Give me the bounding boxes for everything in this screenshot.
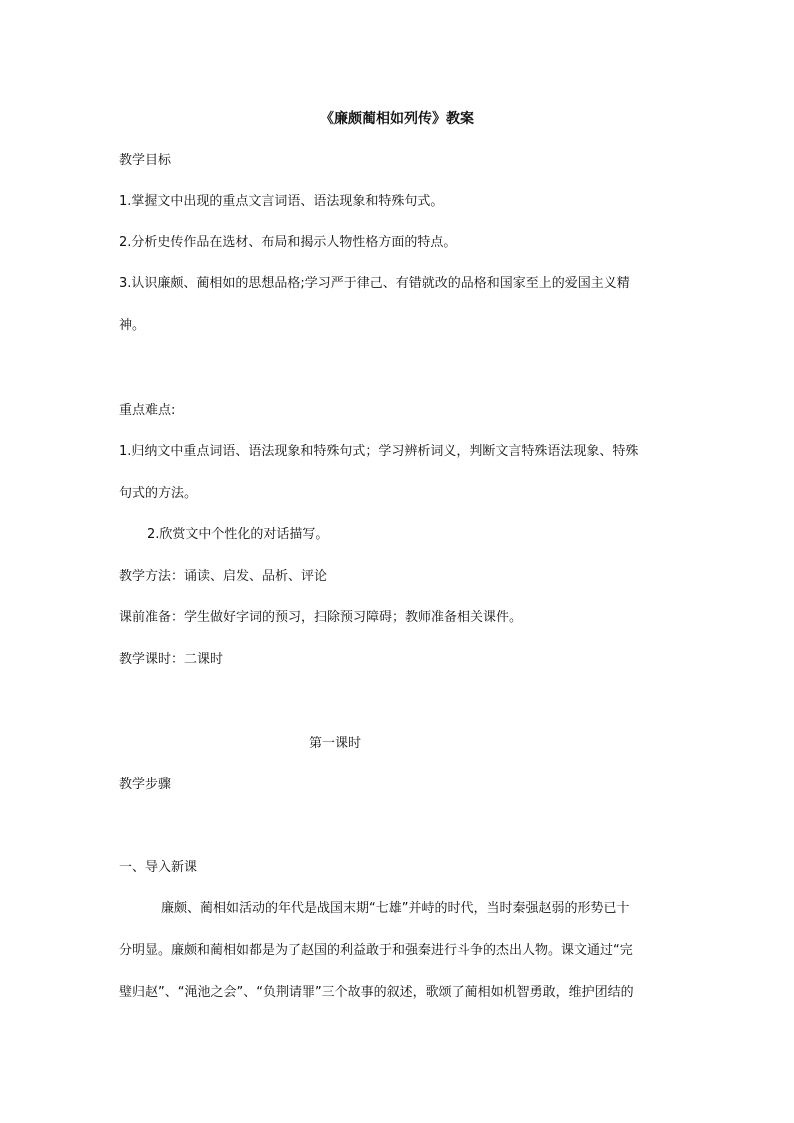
objective-3-line-1: 3.认识廉颇、蔺相如的思想品格;学习严于律己、有错就改的品格和国家至上的爱国主义精 (119, 276, 630, 291)
intro-paragraph-line-1: 廉颇、蔺相如活动的年代是战国末期“七雄”并峙的时代，当时秦强赵弱的形势已十 (161, 901, 630, 916)
key-point-2: 2.欣赏文中个性化的对话描写。 (147, 527, 329, 542)
class-hours: 教学课时：二课时 (119, 652, 224, 667)
key-points-heading: 重点难点: (119, 403, 176, 418)
intro-paragraph-line-3: 璧归赵”、“渑池之会”、“负荆请罪”三个故事的叙述，歌颂了蔺相如机智勇敢，维护团结的 (119, 985, 634, 1000)
section-one-heading: 一、导入新课 (119, 860, 198, 875)
objective-1: 1.掌握文中出现的重点文言词语、语法现象和特殊句式。 (119, 194, 444, 209)
objectives-heading: 教学目标 (119, 153, 172, 168)
document-title: 《廉颇蔺相如列传》教案 (320, 111, 474, 127)
steps-heading: 教学步骤 (119, 777, 172, 792)
objective-2: 2.分析史传作品在选材、布局和揭示人物性格方面的特点。 (119, 235, 457, 250)
key-point-1-line-1: 1.归纳文中重点词语、语法现象和特殊句式；学习辨析词义，判断文言特殊语法现象、特殊 (119, 444, 639, 459)
intro-paragraph-line-2: 分明显。廉颇和蔺相如都是为了赵国的利益敢于和强秦进行斗争的杰出人物。课文通过“完 (119, 943, 633, 958)
lesson-one-heading: 第一课时 (309, 736, 362, 751)
objective-3-line-2: 神。 (119, 318, 146, 333)
key-point-1-line-2: 句式的方法。 (119, 486, 198, 501)
preparation: 课前准备：学生做好字词的预习，扫除预习障碍；教师准备相关课件。 (119, 610, 523, 625)
teaching-methods: 教学方法：诵读、启发、品析、评论 (119, 569, 328, 584)
